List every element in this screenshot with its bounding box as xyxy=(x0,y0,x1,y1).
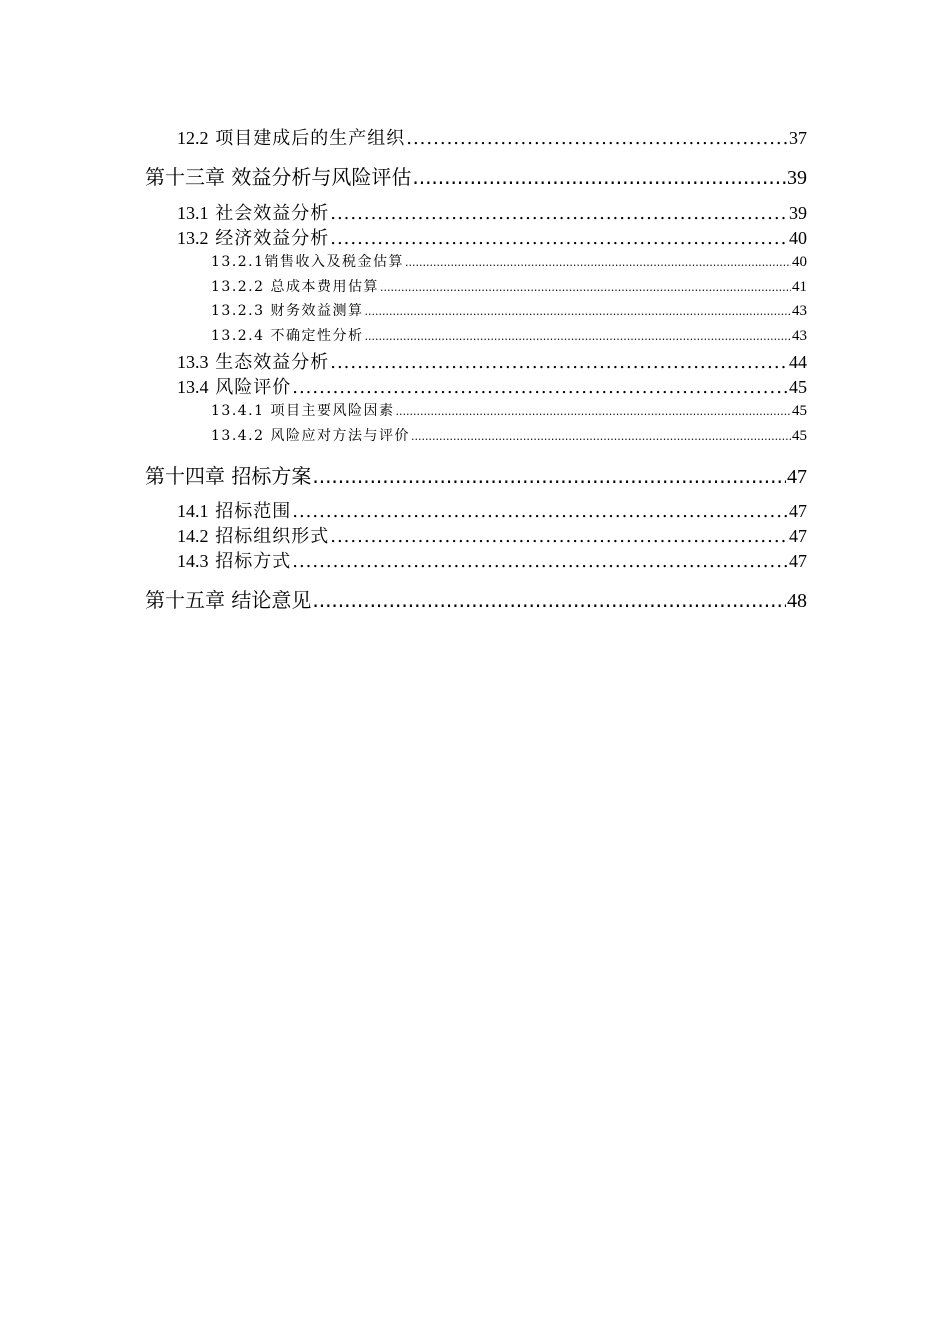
toc-entry-number: 13.2.4 xyxy=(211,328,265,344)
toc-entry-title: 社会效益分析 xyxy=(215,203,330,224)
dot-leader xyxy=(330,352,788,373)
dot-leader xyxy=(312,588,786,612)
toc-entry-title: 招标方式 xyxy=(215,551,292,572)
dot-leader xyxy=(380,281,791,294)
toc-entry-page: 47 xyxy=(789,526,807,546)
toc-entry-number: 13.4.1 xyxy=(211,403,265,419)
toc-entry-page: 45 xyxy=(792,403,807,419)
dot-leader xyxy=(406,128,788,149)
toc-entry-page: 47 xyxy=(789,551,807,571)
toc-entry-number: 13.2 xyxy=(177,228,209,248)
toc-entry-page: 39 xyxy=(787,167,807,189)
toc-entry-title: 风险应对方法与评价 xyxy=(264,428,410,444)
toc-entry[interactable] xyxy=(145,325,807,345)
toc-entry-title: 总成本费用估算 xyxy=(264,279,379,295)
toc-entry-title: 项目建成后的生产组织 xyxy=(215,128,406,149)
toc-entry[interactable] xyxy=(145,300,807,320)
toc-entry[interactable] xyxy=(145,373,807,399)
toc-entry[interactable] xyxy=(145,251,807,271)
toc-entry-title: 财务效益测算 xyxy=(264,303,364,319)
dot-leader xyxy=(412,165,786,189)
toc-entry-title: 生态效益分析 xyxy=(215,352,330,373)
toc-entry-page: 40 xyxy=(789,228,807,248)
toc-entry-page: 43 xyxy=(792,328,807,344)
toc-entry-number: 13.2.1 xyxy=(211,254,265,270)
dot-leader xyxy=(330,203,788,224)
toc-entry[interactable] xyxy=(145,425,807,445)
dot-leader xyxy=(330,526,788,547)
toc-entry-title: 不确定性分析 xyxy=(264,328,364,344)
dot-leader xyxy=(292,551,788,572)
dot-leader xyxy=(411,430,791,443)
toc-entry[interactable] xyxy=(145,224,807,250)
toc-entry[interactable] xyxy=(145,584,807,613)
toc-entry-title: 风险评价 xyxy=(215,377,292,398)
dot-leader xyxy=(405,256,791,269)
toc-entry[interactable] xyxy=(145,124,807,150)
toc-entry[interactable] xyxy=(145,547,807,573)
toc-entry[interactable] xyxy=(145,460,807,489)
toc-entry-number: 13.2.3 xyxy=(211,303,265,319)
toc-entry-number: 13.4.2 xyxy=(211,428,265,444)
toc-entry-title: 第十四章 招标方案 xyxy=(145,464,312,488)
toc-entry-page: 44 xyxy=(789,352,807,372)
dot-leader xyxy=(312,464,786,488)
toc-entry-number: 14.1 xyxy=(177,501,209,521)
dot-leader xyxy=(364,330,791,343)
toc-entry-page: 45 xyxy=(789,377,807,397)
toc-entry-number: 13.2.2 xyxy=(211,279,265,295)
toc-entry-title: 项目主要风险因素 xyxy=(264,403,395,419)
toc-entry-title: 经济效益分析 xyxy=(215,228,330,249)
toc-entry[interactable] xyxy=(145,276,807,296)
dot-leader xyxy=(330,228,788,249)
toc-entry-title: 销售收入及税金估算 xyxy=(264,254,405,270)
toc-entry-title: 第十三章 效益分析与风险评估 xyxy=(145,165,412,189)
toc-entry-number: 13.3 xyxy=(177,352,209,372)
toc-entry-page: 39 xyxy=(789,203,807,223)
toc-entry-page: 40 xyxy=(792,254,807,270)
toc-entry-number: 13.1 xyxy=(177,203,209,223)
toc-entry-page: 48 xyxy=(787,590,807,612)
dot-leader xyxy=(364,305,791,318)
toc-entry[interactable] xyxy=(145,400,807,420)
dot-leader xyxy=(292,377,788,398)
toc-entry-page: 47 xyxy=(787,466,807,488)
toc-entry-number: 13.4 xyxy=(177,377,209,397)
toc-entry-number: 14.3 xyxy=(177,551,209,571)
toc-entry-title: 招标组织形式 xyxy=(215,526,330,547)
toc-entry[interactable] xyxy=(145,522,807,548)
toc-entry[interactable] xyxy=(145,161,807,190)
toc-entry-page: 37 xyxy=(789,128,807,148)
toc-entry-page: 41 xyxy=(792,279,807,295)
toc-entry-title: 第十五章 结论意见 xyxy=(145,588,312,612)
dot-leader xyxy=(292,501,788,522)
toc-entry-number: 14.2 xyxy=(177,526,209,546)
dot-leader xyxy=(395,405,791,418)
toc-entry-page: 43 xyxy=(792,303,807,319)
toc-entry-title: 招标范围 xyxy=(215,501,292,522)
toc-entry-page: 45 xyxy=(792,428,807,444)
toc-entry-number: 12.2 xyxy=(177,128,209,148)
toc-entry-page: 47 xyxy=(789,501,807,521)
toc-entry[interactable] xyxy=(145,497,807,523)
toc-entry[interactable] xyxy=(145,348,807,374)
toc-entry[interactable] xyxy=(145,199,807,225)
